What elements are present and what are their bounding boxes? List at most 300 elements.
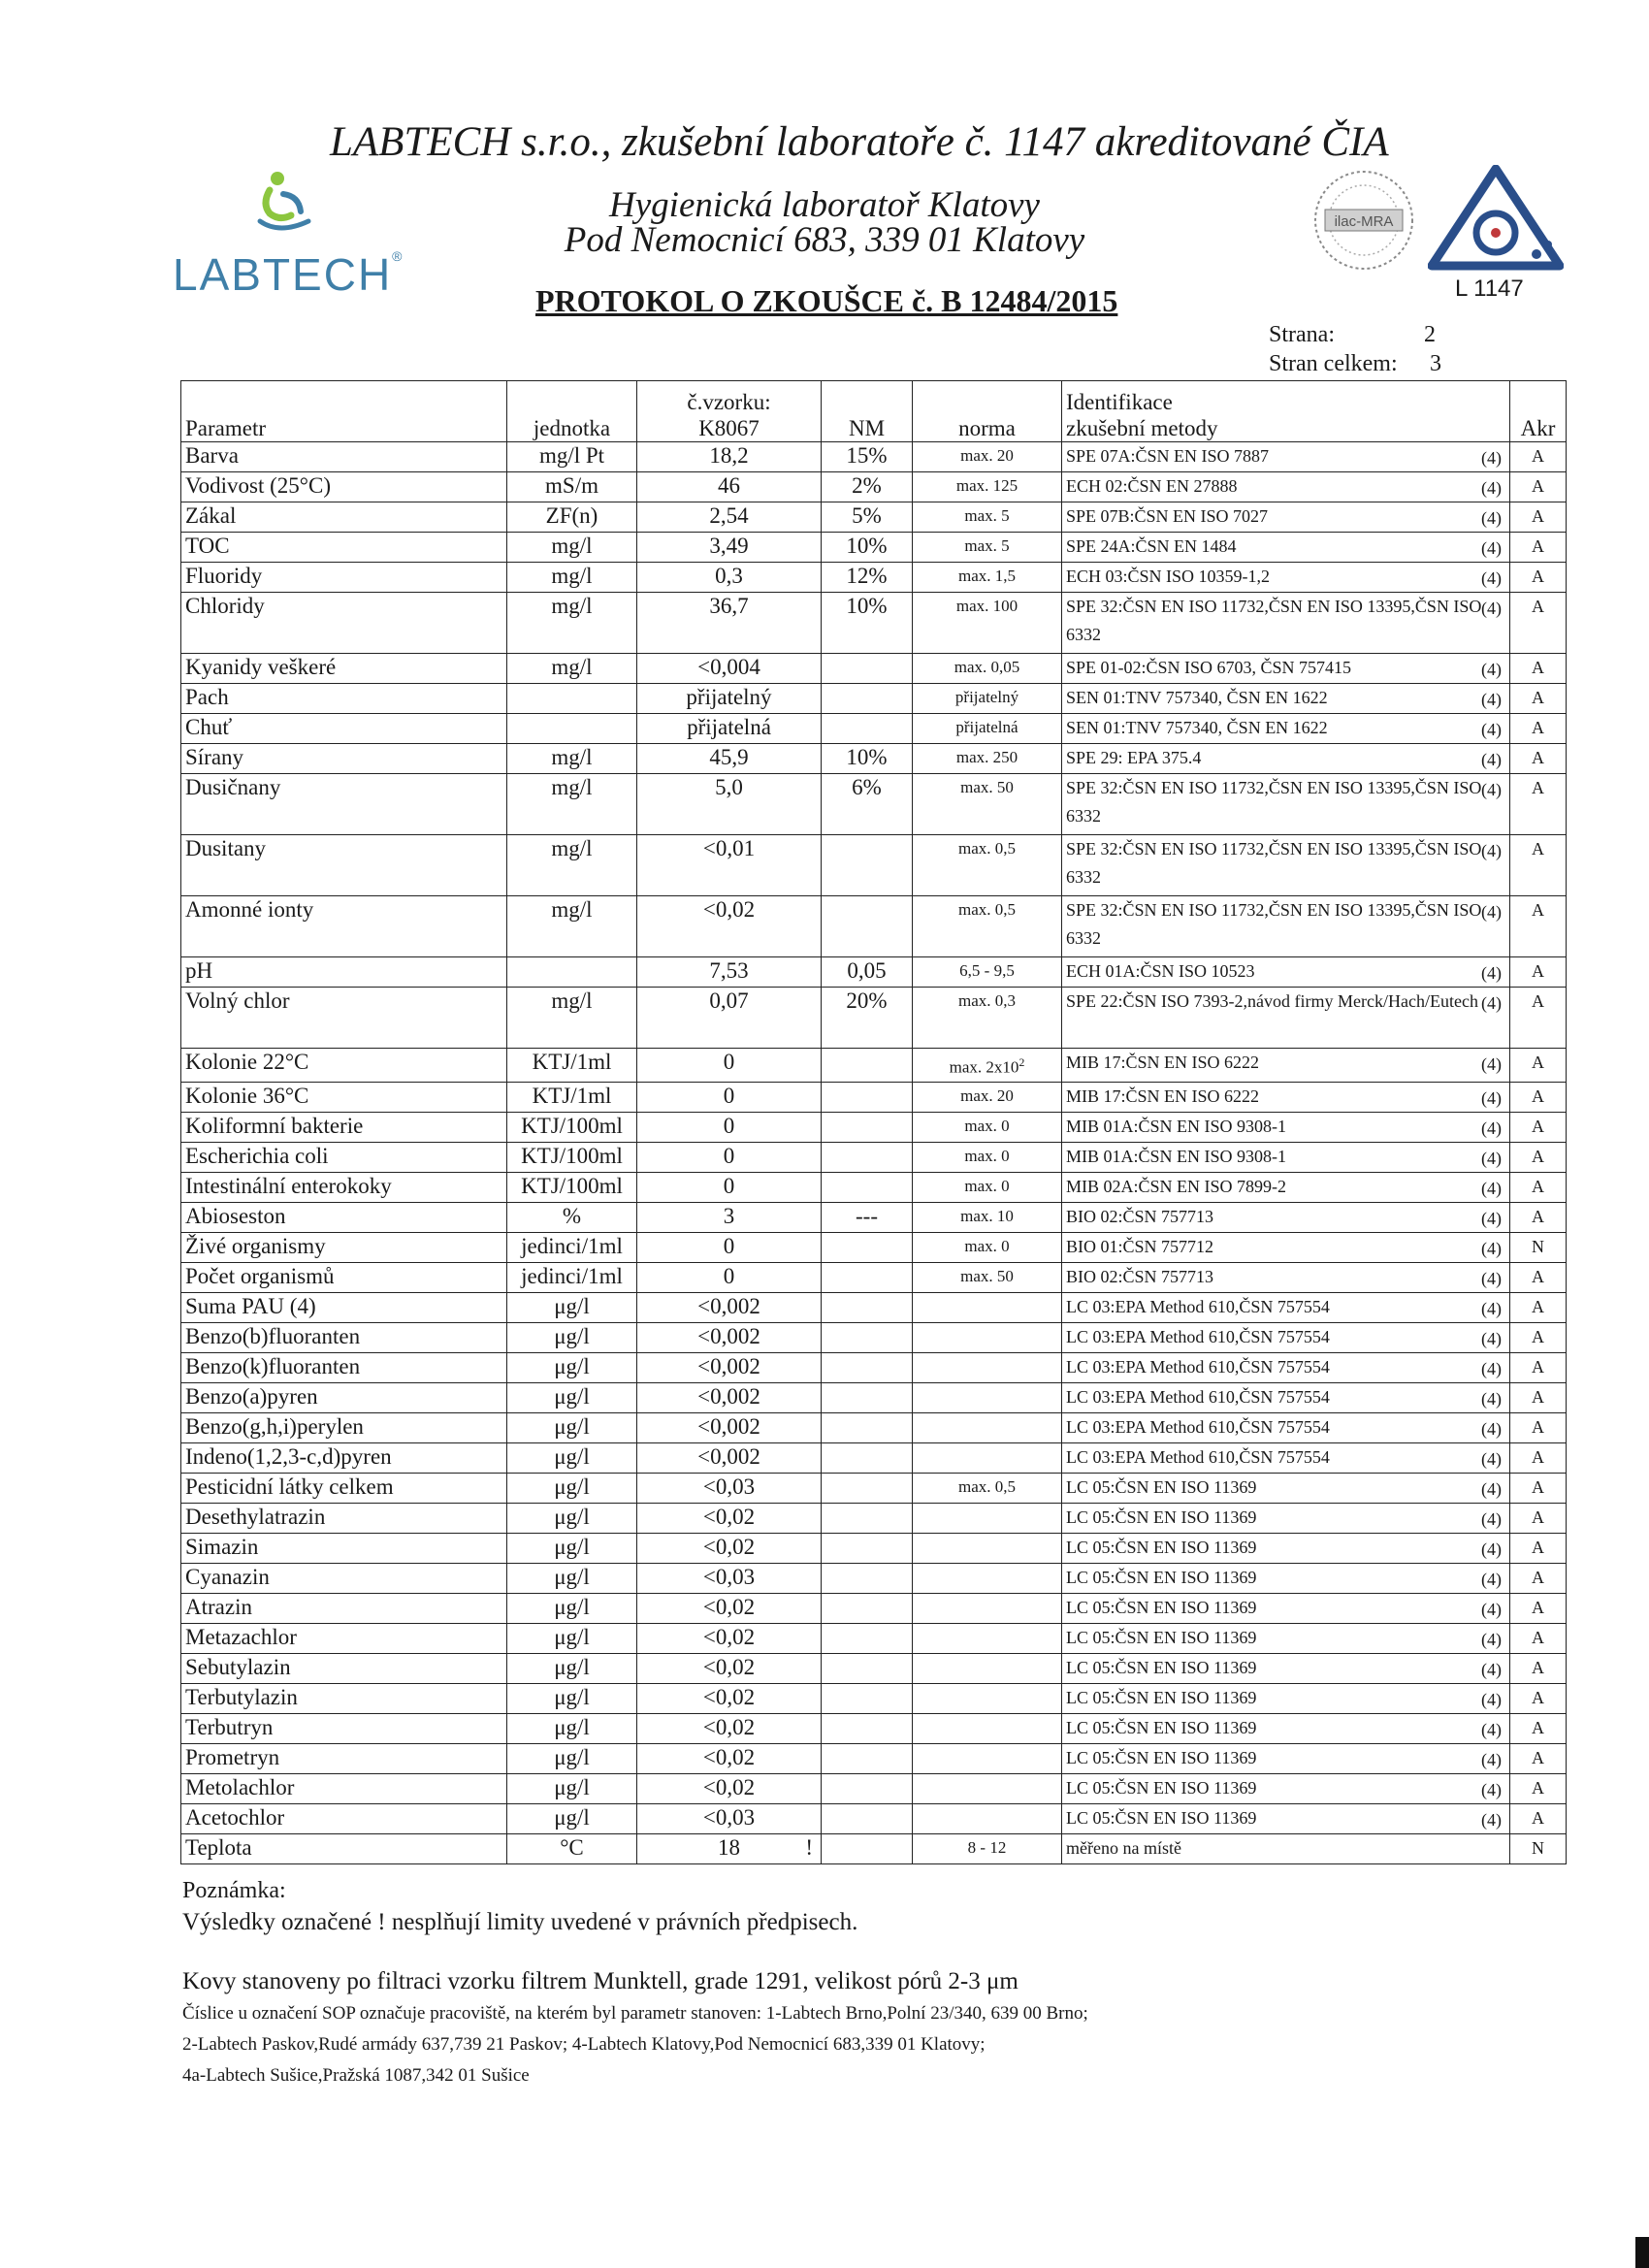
value-text: <0,01 — [702, 836, 756, 860]
cell-param: Pesticidní látky celkem — [181, 1473, 507, 1503]
cell-param: Terbutryn — [181, 1713, 507, 1743]
cell-value — [637, 1082, 822, 1112]
cell-unit: mg/l — [507, 593, 637, 654]
cell-value — [637, 1442, 822, 1473]
cell-nm — [822, 1473, 913, 1503]
method-lab-code: (4) — [1481, 448, 1502, 468]
norm-text: max. 100 — [955, 597, 1018, 615]
value-text: <0,02 — [702, 1624, 756, 1649]
cell-unit — [507, 957, 637, 988]
note-sop-2: 2-Labtech Paskov,Rudé armády 637,739 21 Paskov; 4-Labtech Klatovy,Pod Nemocnicí 683,339 01 Klatovy; — [182, 2034, 986, 2055]
cell-unit: μg/l — [507, 1683, 637, 1713]
value-text: 5,0 — [715, 775, 743, 799]
method-text: LC 05:ČSN EN ISO 11369 — [1066, 1476, 1257, 1497]
cell-value — [637, 835, 822, 896]
cell-value — [637, 1292, 822, 1322]
cell-value — [637, 1503, 822, 1533]
cell-norm — [913, 714, 1062, 744]
cell-norm — [913, 1172, 1062, 1202]
cell-method — [1062, 442, 1510, 472]
cell-value — [637, 744, 822, 774]
cell-method — [1062, 1833, 1510, 1863]
cell-nm: 12% — [822, 563, 913, 593]
method-text: ECH 01A:ČSN ISO 10523 — [1066, 961, 1255, 981]
method-lab-code: (4) — [1481, 1268, 1502, 1288]
cell-nm — [822, 1593, 913, 1623]
method-text: MIB 17:ČSN EN ISO 6222 — [1066, 1053, 1260, 1072]
cell-nm — [822, 1172, 913, 1202]
cell-nm — [822, 835, 913, 896]
cell-akr: A — [1510, 1292, 1567, 1322]
cell-akr: A — [1510, 1653, 1567, 1683]
cell-akr: A — [1510, 1322, 1567, 1352]
method-text: MIB 17:ČSN EN ISO 6222 — [1066, 1085, 1260, 1106]
cell-nm — [822, 1713, 913, 1743]
method-text: MIB 01A:ČSN EN ISO 9308-1 — [1066, 1146, 1287, 1166]
method-text: BIO 01:ČSN 757712 — [1066, 1236, 1214, 1256]
cell-method — [1062, 1292, 1510, 1322]
cell-method — [1062, 744, 1510, 774]
norm-text: 8 - 12 — [967, 1837, 1007, 1857]
col-header-akr: Akr — [1510, 381, 1567, 442]
value-text: přijatelná — [687, 715, 771, 739]
cell-akr: A — [1510, 1773, 1567, 1803]
cell-param: Simazin — [181, 1533, 507, 1563]
cell-norm — [913, 774, 1062, 835]
cell-akr: A — [1510, 1743, 1567, 1773]
cell-value — [637, 502, 822, 533]
norm-text: max. 0 — [964, 1146, 1010, 1165]
cell-value — [637, 774, 822, 835]
method-text: SPE 22:ČSN ISO 7393-2,návod firmy Merck/Hach/Eutech — [1066, 991, 1478, 1011]
cell-nm: 20% — [822, 988, 913, 1049]
cell-nm — [822, 1262, 913, 1292]
norm-text: max. 20 — [960, 1085, 1014, 1105]
cell-norm — [913, 684, 1062, 714]
cell-unit: jedinci/1ml — [507, 1232, 637, 1262]
cell-param: Barva — [181, 442, 507, 472]
method-lab-code: (4) — [1481, 1388, 1502, 1409]
sample-label: č.vzorku: — [687, 390, 771, 414]
col-header-unit: jednotka — [507, 381, 637, 442]
cell-norm — [913, 1262, 1062, 1292]
cell-value — [637, 472, 822, 502]
cell-nm: 10% — [822, 593, 913, 654]
cell-param: Počet organismů — [181, 1262, 507, 1292]
cell-param: Pach — [181, 684, 507, 714]
value-text: 2,54 — [709, 503, 749, 528]
cell-method — [1062, 1503, 1510, 1533]
cell-param: Benzo(g,h,i)perylen — [181, 1412, 507, 1442]
table-row — [181, 1382, 1567, 1412]
cell-unit: mg/l — [507, 988, 637, 1049]
norm-text: max. 0 — [964, 1176, 1010, 1195]
cell-nm — [822, 1142, 913, 1172]
cell-norm — [913, 957, 1062, 988]
cell-unit: μg/l — [507, 1713, 637, 1743]
value-text: <0,002 — [697, 1413, 760, 1439]
table-row — [181, 774, 1567, 835]
table-row — [181, 1623, 1567, 1653]
table-row — [181, 1833, 1567, 1863]
value-text: 0 — [723, 1263, 735, 1288]
table-row — [181, 988, 1567, 1049]
norm-text: přijatelná — [955, 718, 1018, 736]
method-text: měřeno na místě — [1066, 1837, 1181, 1858]
table-row — [181, 442, 1567, 472]
cell-method — [1062, 502, 1510, 533]
norm-text: max. 0,3 — [957, 991, 1017, 1010]
cell-param: Teplota — [181, 1833, 507, 1863]
cell-value — [637, 1352, 822, 1382]
cell-nm — [822, 1292, 913, 1322]
cell-unit: mg/l — [507, 774, 637, 835]
cell-akr: A — [1510, 1503, 1567, 1533]
cell-norm — [913, 1352, 1062, 1382]
value-text: <0,002 — [697, 1353, 760, 1378]
table-row — [181, 714, 1567, 744]
cell-akr: A — [1510, 654, 1567, 684]
cell-akr: A — [1510, 472, 1567, 502]
method-lab-code: (4) — [1481, 1054, 1502, 1074]
table-row — [181, 1322, 1567, 1352]
cell-param: Živé organismy — [181, 1232, 507, 1262]
col-header-method — [1062, 381, 1510, 442]
method-text: LC 05:ČSN EN ISO 11369 — [1066, 1807, 1257, 1828]
cell-method — [1062, 533, 1510, 563]
cell-nm: 5% — [822, 502, 913, 533]
cell-unit — [507, 684, 637, 714]
table-row — [181, 1049, 1567, 1083]
cell-nm — [822, 1049, 913, 1083]
cell-nm: 0,05 — [822, 957, 913, 988]
cell-akr: A — [1510, 442, 1567, 472]
value-text: <0,02 — [702, 1684, 756, 1709]
ilac-mra-seal-icon — [1306, 167, 1422, 274]
norm-exponent: 2 — [1018, 1055, 1025, 1069]
method-text: SPE 32:ČSN EN ISO 11732,ČSN EN ISO 13395,ČSN ISO 6332 — [1066, 839, 1482, 887]
method-lab-code: (4) — [1481, 963, 1502, 983]
method-lab-code: (4) — [1481, 1448, 1502, 1469]
cell-method — [1062, 1049, 1510, 1083]
table-row — [181, 1412, 1567, 1442]
cell-norm — [913, 988, 1062, 1049]
cell-value — [637, 1473, 822, 1503]
cell-value — [637, 1533, 822, 1563]
cell-method — [1062, 1322, 1510, 1352]
table-row — [181, 593, 1567, 654]
method-lab-code: (4) — [1481, 1719, 1502, 1739]
method-lab-code: (4) — [1481, 1508, 1502, 1529]
method-text: BIO 02:ČSN 757713 — [1066, 1206, 1214, 1226]
norm-text: max. 0,05 — [954, 658, 1020, 676]
cell-param: Zákal — [181, 502, 507, 533]
value-text: <0,02 — [702, 1654, 756, 1679]
cell-param: Metazachlor — [181, 1623, 507, 1653]
value-text: 36,7 — [709, 594, 749, 618]
cell-value — [637, 563, 822, 593]
col-header-norm: norma — [913, 381, 1062, 442]
norm-text: max. 50 — [960, 778, 1014, 796]
method-text: MIB 02A:ČSN EN ISO 7899-2 — [1066, 1176, 1287, 1196]
cell-method — [1062, 563, 1510, 593]
value-text: <0,002 — [697, 1293, 760, 1318]
protocol-number: PROTOKOL O ZKOUŠCE č. B 12484/2015 — [535, 283, 1118, 318]
method-lab-code: (4) — [1481, 1659, 1502, 1679]
cell-akr: A — [1510, 1352, 1567, 1382]
method-lab-code: (4) — [1481, 1358, 1502, 1378]
cell-value — [637, 1713, 822, 1743]
cell-akr: A — [1510, 1382, 1567, 1412]
method-lab-code: (4) — [1481, 720, 1502, 739]
cell-unit: mg/l — [507, 896, 637, 957]
cell-param: Acetochlor — [181, 1803, 507, 1833]
method-lab-code: (4) — [1481, 478, 1502, 498]
method-text: ECH 02:ČSN EN 27888 — [1066, 476, 1238, 496]
method-text: LC 05:ČSN EN ISO 11369 — [1066, 1627, 1257, 1647]
cell-value — [637, 1593, 822, 1623]
norm-text: max. 125 — [955, 476, 1018, 495]
sample-id: K8067 — [698, 416, 760, 440]
value-text: 0 — [723, 1083, 735, 1108]
cell-method — [1062, 1473, 1510, 1503]
lab-address: Pod Nemocnicí 683, 339 01 Klatovy — [564, 220, 1085, 260]
cell-value — [637, 1683, 822, 1713]
cell-unit: KTJ/1ml — [507, 1049, 637, 1083]
method-lab-code: (4) — [1481, 780, 1502, 799]
cell-param: Terbutylazin — [181, 1683, 507, 1713]
cell-nm — [822, 1773, 913, 1803]
cell-norm — [913, 1382, 1062, 1412]
value-text: 45,9 — [709, 745, 749, 769]
method-lab-code: (4) — [1481, 1569, 1502, 1589]
cell-norm — [913, 1292, 1062, 1322]
col-header-param: Parametr — [181, 381, 507, 442]
cell-unit: μg/l — [507, 1533, 637, 1563]
norm-text: max. 5 — [964, 506, 1010, 525]
cell-unit: μg/l — [507, 1412, 637, 1442]
table-row — [181, 1352, 1567, 1382]
page-label: Strana: — [1269, 322, 1335, 347]
cell-akr: A — [1510, 1262, 1567, 1292]
cell-akr: A — [1510, 988, 1567, 1049]
cell-param: Vodivost (25°C) — [181, 472, 507, 502]
cell-norm — [913, 1563, 1062, 1593]
table-row — [181, 957, 1567, 988]
cell-norm — [913, 563, 1062, 593]
cell-nm — [822, 1352, 913, 1382]
cell-method — [1062, 1773, 1510, 1803]
cell-param: Kyanidy veškeré — [181, 654, 507, 684]
method-lab-code: (4) — [1481, 1539, 1502, 1559]
cell-akr: A — [1510, 1563, 1567, 1593]
cell-method — [1062, 593, 1510, 654]
value-text: 0 — [723, 1143, 735, 1168]
cell-value — [637, 1382, 822, 1412]
cell-method — [1062, 1743, 1510, 1773]
cell-unit: μg/l — [507, 1322, 637, 1352]
table-row — [181, 563, 1567, 593]
page-value: 2 — [1424, 322, 1436, 347]
cell-akr: A — [1510, 502, 1567, 533]
method-lab-code: (4) — [1481, 1809, 1502, 1830]
lab-info — [534, 185, 1116, 260]
norm-text: přijatelný — [954, 688, 1019, 706]
table-row — [181, 1082, 1567, 1112]
method-lab-code: (4) — [1481, 1238, 1502, 1258]
method-lab-code: (4) — [1481, 690, 1502, 709]
note-label: Poznámka: — [182, 1878, 286, 1903]
method-lab-code: (4) — [1481, 1087, 1502, 1108]
cell-norm — [913, 1773, 1062, 1803]
method-lab-code: (4) — [1481, 1599, 1502, 1619]
method-lab-code: (4) — [1481, 1779, 1502, 1799]
cell-nm: 15% — [822, 442, 913, 472]
method-lab-code: (4) — [1481, 1298, 1502, 1318]
cell-akr: A — [1510, 774, 1567, 835]
cell-norm — [913, 1743, 1062, 1773]
cell-param: Volný chlor — [181, 988, 507, 1049]
cell-method — [1062, 1382, 1510, 1412]
cell-nm — [822, 1232, 913, 1262]
cell-param: Kolonie 22°C — [181, 1049, 507, 1083]
col-header-sample — [637, 381, 822, 442]
cell-akr: A — [1510, 957, 1567, 988]
note-sop-1: Číslice u označení SOP označuje pracoviště, na kterém byl parametr stanoven: 1-Labtech Brno,Polní 23/340, 639 00 Brno; — [182, 2003, 1088, 2024]
cell-unit: mg/l — [507, 835, 637, 896]
table-row — [181, 896, 1567, 957]
cell-akr: A — [1510, 1623, 1567, 1653]
cell-akr: A — [1510, 1172, 1567, 1202]
cell-value — [637, 1743, 822, 1773]
cell-norm — [913, 1713, 1062, 1743]
norm-text: max. 1,5 — [957, 567, 1017, 585]
cell-value — [637, 684, 822, 714]
method-lab-code: (4) — [1481, 660, 1502, 679]
method-lab-code: (4) — [1481, 508, 1502, 528]
method-text: SPE 32:ČSN EN ISO 11732,ČSN EN ISO 13395,ČSN ISO 6332 — [1066, 597, 1482, 644]
cell-akr: A — [1510, 1803, 1567, 1833]
cell-param: Koliformní bakterie — [181, 1112, 507, 1142]
cell-param: Dusičnany — [181, 774, 507, 835]
cell-norm — [913, 1653, 1062, 1683]
cell-nm — [822, 1563, 913, 1593]
value-text: 0 — [723, 1233, 735, 1258]
method-text: LC 03:EPA Method 610,ČSN 757554 — [1066, 1446, 1330, 1467]
cell-akr: A — [1510, 1202, 1567, 1232]
cell-method — [1062, 1623, 1510, 1653]
value-text: <0,02 — [702, 1774, 756, 1799]
method-lab-code: (4) — [1481, 1689, 1502, 1709]
norm-text: max. 0,5 — [957, 839, 1017, 858]
cell-value — [637, 1142, 822, 1172]
cell-nm — [822, 714, 913, 744]
scan-edge-mark — [1635, 2237, 1649, 2268]
cell-norm — [913, 1503, 1062, 1533]
cell-nm: 6% — [822, 774, 913, 835]
norm-text: max. 250 — [955, 748, 1018, 766]
cell-method — [1062, 1172, 1510, 1202]
table-row — [181, 1593, 1567, 1623]
note-sop-3: 4a-Labtech Sušice,Pražská 1087,342 01 Sušice — [182, 2065, 530, 2086]
method-text: LC 05:ČSN EN ISO 11369 — [1066, 1597, 1257, 1617]
method-text: LC 03:EPA Method 610,ČSN 757554 — [1066, 1296, 1330, 1316]
method-text: SPE 29: EPA 375.4 — [1066, 748, 1202, 767]
cell-value — [637, 593, 822, 654]
cell-norm — [913, 744, 1062, 774]
norm-text: max. 0 — [964, 1236, 1010, 1255]
method-text: SPE 32:ČSN EN ISO 11732,ČSN EN ISO 13395,ČSN ISO 6332 — [1066, 778, 1482, 826]
value-text: 18 — [718, 1834, 740, 1860]
cell-param: Chuť — [181, 714, 507, 744]
norm-text: max. 2x10 — [949, 1057, 1019, 1077]
cell-nm — [822, 896, 913, 957]
cell-value — [637, 1653, 822, 1683]
value-text: <0,02 — [702, 1714, 756, 1739]
value-text: <0,03 — [702, 1474, 756, 1499]
method-text: SEN 01:TNV 757340, ČSN EN 1622 — [1066, 688, 1328, 707]
cell-unit: μg/l — [507, 1563, 637, 1593]
table-row — [181, 1683, 1567, 1713]
value-text: <0,02 — [702, 1534, 756, 1559]
value-text: <0,03 — [702, 1564, 756, 1589]
method-text: LC 05:ČSN EN ISO 11369 — [1066, 1657, 1257, 1677]
cell-value — [637, 988, 822, 1049]
cell-unit: % — [507, 1202, 637, 1232]
method-lab-code: (4) — [1481, 841, 1502, 860]
pages-total-label: Stran celkem: — [1269, 351, 1398, 376]
col-header-nm: NM — [822, 381, 913, 442]
cell-norm — [913, 654, 1062, 684]
cell-akr: A — [1510, 1533, 1567, 1563]
norm-text: max. 10 — [960, 1206, 1014, 1225]
note-exceed: Výsledky označené ! nesplňují limity uvedené v právních předpisech. — [182, 1909, 858, 1935]
method-text: LC 05:ČSN EN ISO 11369 — [1066, 1567, 1257, 1587]
cell-method — [1062, 684, 1510, 714]
labtech-logo — [173, 165, 415, 301]
cell-unit: μg/l — [507, 1803, 637, 1833]
table-row — [181, 1142, 1567, 1172]
cell-norm — [913, 1803, 1062, 1833]
cell-unit: μg/l — [507, 1743, 637, 1773]
cell-akr: A — [1510, 1593, 1567, 1623]
method-text: SPE 24A:ČSN EN 1484 — [1066, 536, 1237, 556]
table-row — [181, 1112, 1567, 1142]
cell-method — [1062, 1803, 1510, 1833]
cell-param: Sírany — [181, 744, 507, 774]
cell-akr: A — [1510, 1713, 1567, 1743]
cell-method — [1062, 988, 1510, 1049]
cell-nm — [822, 1743, 913, 1773]
cell-param: Intestinální enterokoky — [181, 1172, 507, 1202]
value-text: 0 — [723, 1050, 735, 1074]
results-table — [180, 380, 1567, 1864]
cell-norm — [913, 1533, 1062, 1563]
cell-method — [1062, 1683, 1510, 1713]
cell-method — [1062, 1713, 1510, 1743]
cell-unit: mg/l — [507, 654, 637, 684]
method-lab-code: (4) — [1481, 1118, 1502, 1138]
cell-value — [637, 654, 822, 684]
cell-unit: KTJ/100ml — [507, 1112, 637, 1142]
value-text: 3 — [723, 1203, 735, 1228]
cell-akr: A — [1510, 1683, 1567, 1713]
cell-norm — [913, 1683, 1062, 1713]
cell-param: Indeno(1,2,3-c,d)pyren — [181, 1442, 507, 1473]
cell-param: Benzo(k)fluoranten — [181, 1352, 507, 1382]
cell-norm — [913, 1442, 1062, 1473]
cell-nm — [822, 1503, 913, 1533]
